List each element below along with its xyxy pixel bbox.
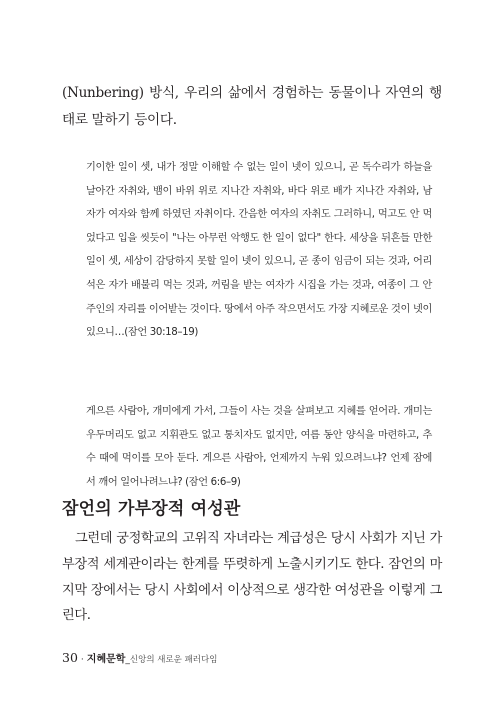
block-quote-proverbs-30: 기이한 일이 셋, 내가 정말 이해할 수 없는 일이 넷이 있으니, 곧 독수리가 하늘을 날아간 자취와, 뱀이 바위 위로 지나간 자취와, 바다 위로 배가 지나간 자취와, 남자가 여자와 함께 하였던 자취이다. 간음한 여자의 자취도 그러하니, 먹고도 안 먹었다고 입을 씻듯이 "나는 아무런 악행도 한 일이 없다" 한다. 세상을 뒤흔들 만한 일이 셋, 세상이 감당하지 못할 일이 넷이 있으니, 곧 종이 임금이 되는 것과, 어리석은 자가 배불리 먹는 것과, 꺼림을 받는 여자가 시집을 가는 것과, 여종이 그 안주인의 자리를 이어받는 것이다. 땅에서 아주 작으면서도 가장 지혜로운 것이 넷이 있으니…(잠언 30:18–19) [86,162,432,339]
footer-book-subtitle: 신앙의 새로운 패러다임 [129,655,218,665]
block-quote-proverbs-6: 게으른 사람아, 개미에게 가서, 그들이 사는 것을 살펴보고 지혜를 얻어라. 개미는 우두머리도 없고 지휘관도 없고 통치자도 없지만, 여름 동안 양식을 마련하고, 추수 때에 먹이를 모아 둔다. 게으른 사람아, 언제까지 누워 있으려느냐? 언제 잠에서 깨어 일어나려느냐? (잠언 6:6–9) [86,406,432,488]
lead-paragraph: (Nunbering) 방식, 우리의 삶에서 경험하는 동물이나 자연의 행태로 말하기 등이다. [62,85,442,128]
section-heading: 잠언의 가부장적 여성관 [62,499,241,519]
section-body-paragraph: 그런데 궁정학교의 고위직 자녀라는 계급성은 당시 사회가 지닌 가부장적 세계관이라는 한계를 뚜렷하게 노출시키기도 한다. 잠언의 마지막 장에서는 당시 사회에서 이상적으로 생각한 여성관을 이렇게 그린다. [62,531,442,624]
footer-underscore: _ [125,655,130,665]
page-number: 30 [62,650,78,665]
footer-separator: · [80,655,84,665]
footer-book-title: 지혜문학 [86,654,126,665]
page-footer [62,650,217,665]
